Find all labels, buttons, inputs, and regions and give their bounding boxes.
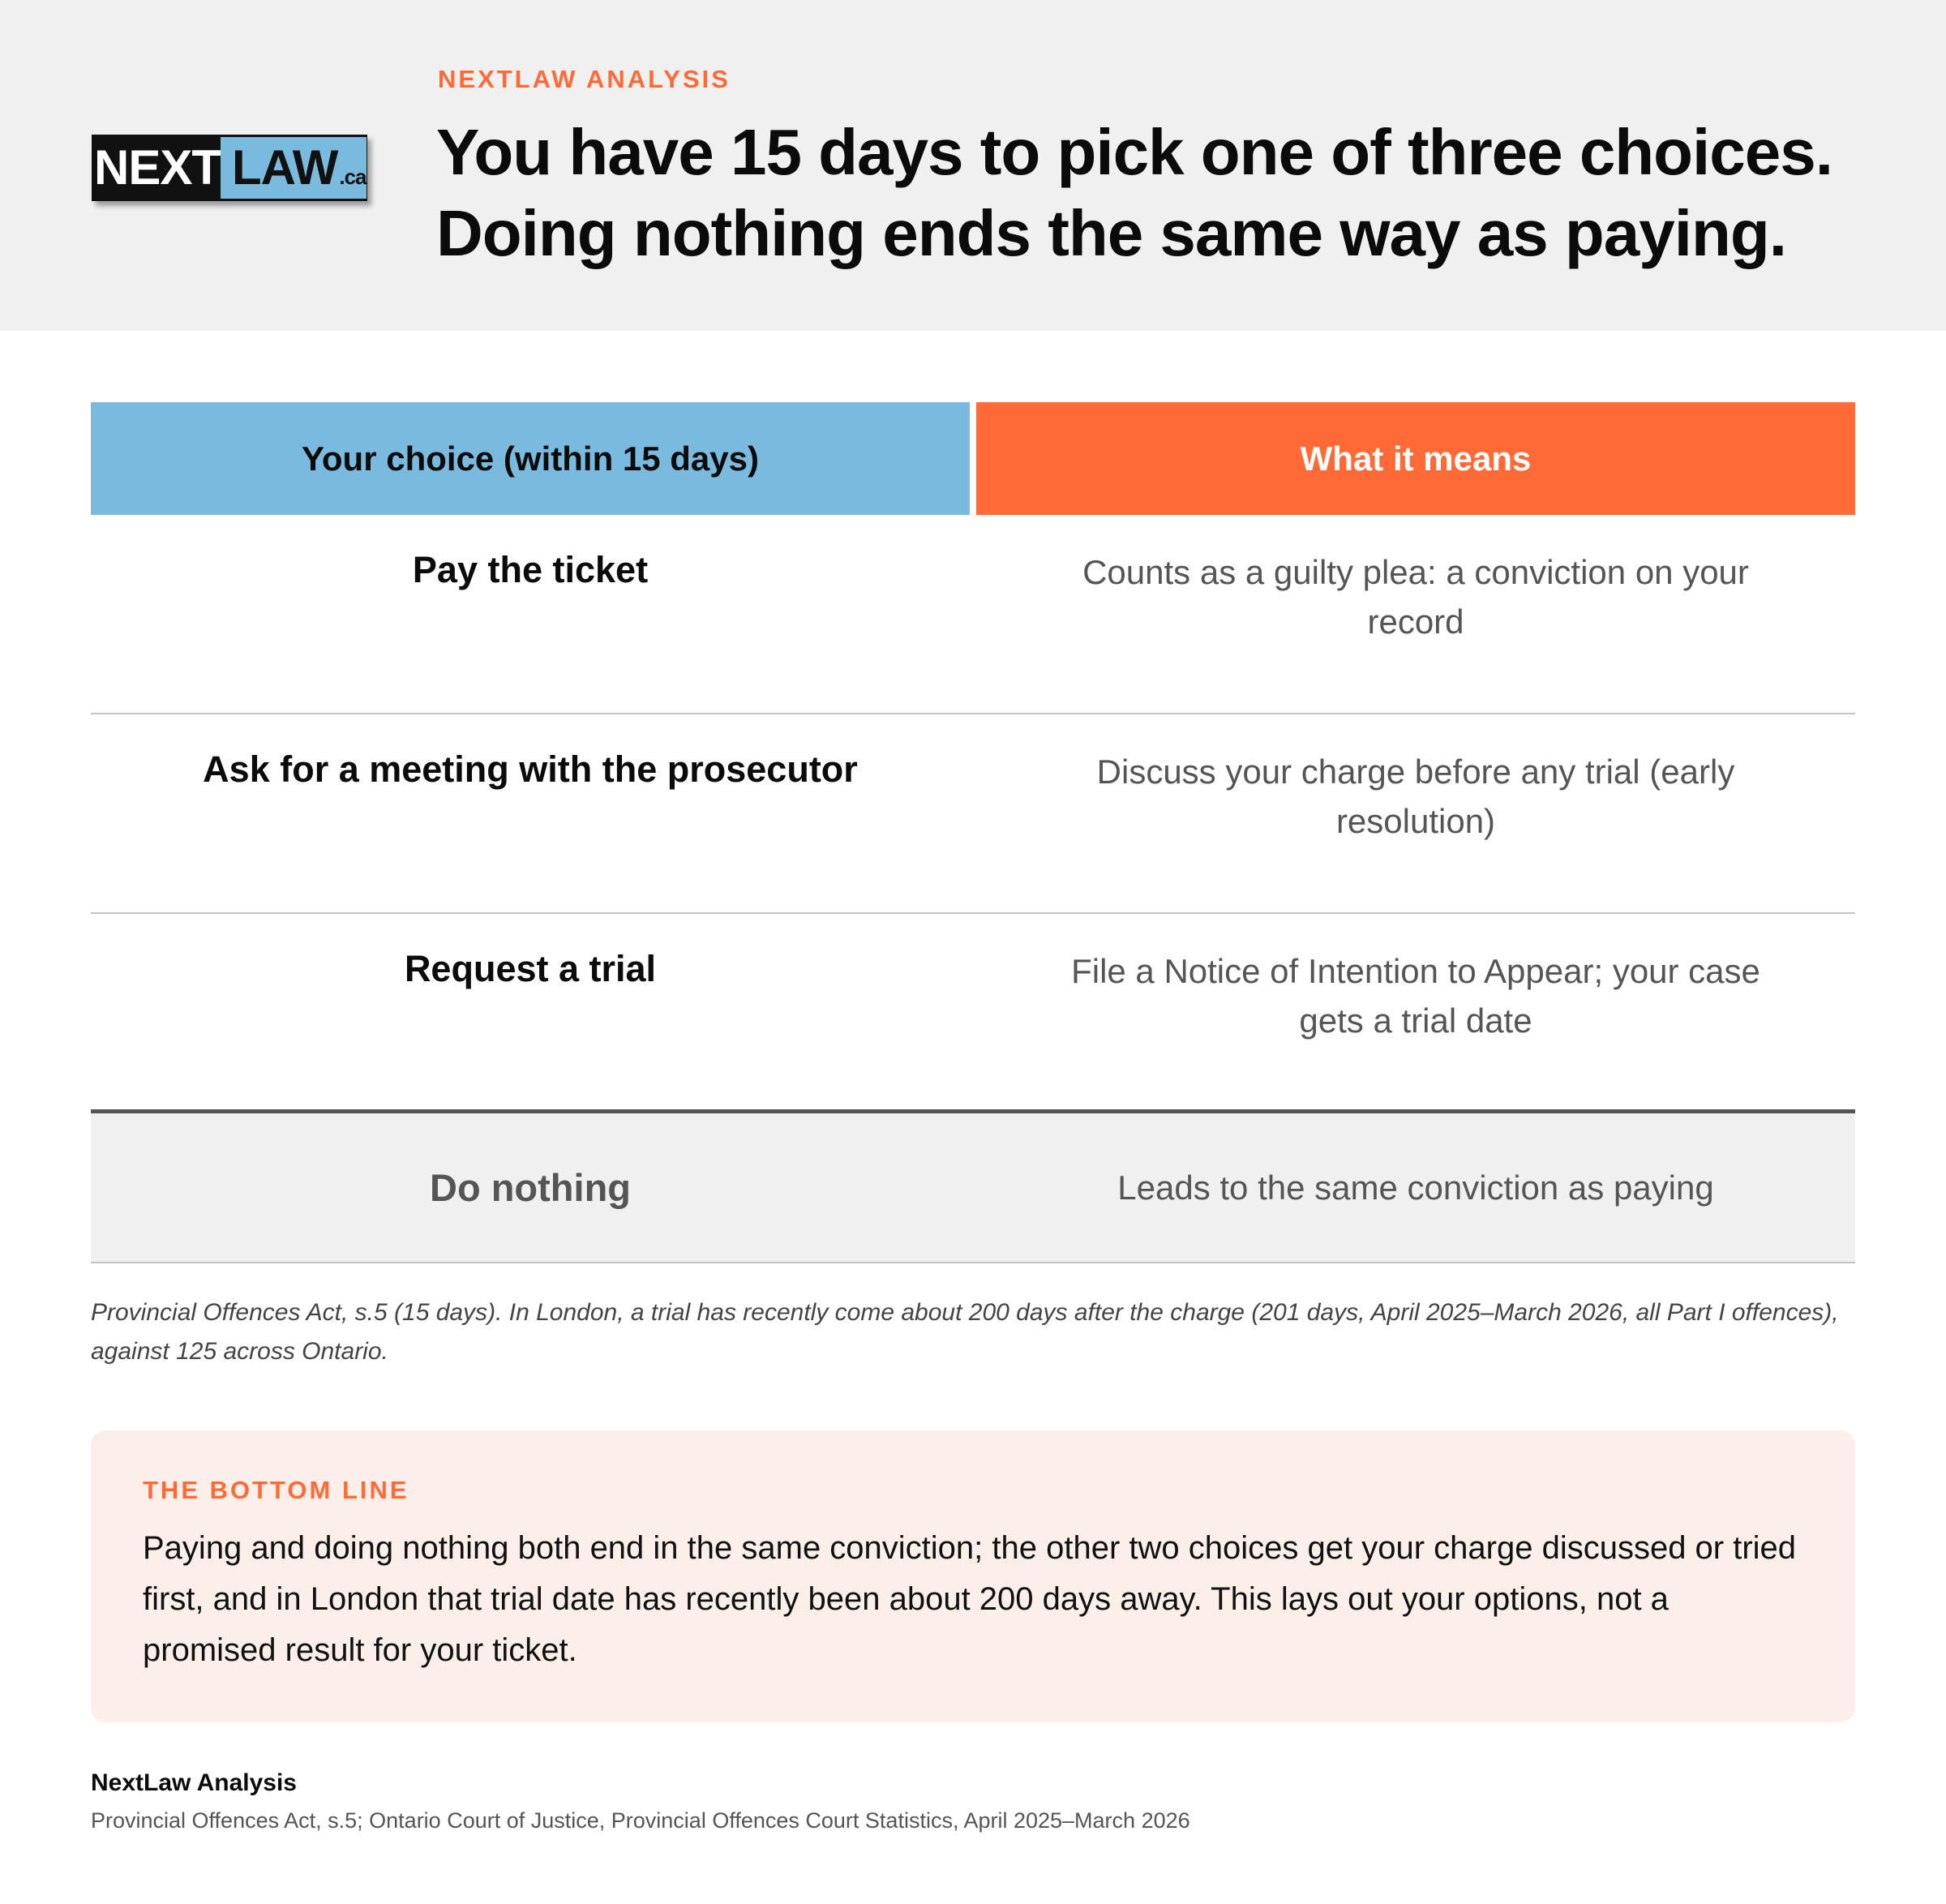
choice-cell: Request a trial xyxy=(404,948,657,989)
header-what-it-means: What it means xyxy=(976,402,1855,515)
header-band xyxy=(0,0,1946,331)
logo-next-text: NEXT xyxy=(94,137,221,199)
meaning-cell: Leads to the same conviction as paying xyxy=(1117,1169,1714,1207)
headline-line-1: You have 15 days to pick one of three choices. xyxy=(436,116,1832,188)
bottom-line-label: THE BOTTOM LINE xyxy=(143,1476,409,1504)
meaning-cell: Counts as a guilty plea: a conviction on your record xyxy=(1082,553,1749,641)
table-row-do-nothing xyxy=(91,1113,1855,1263)
bottom-line-callout xyxy=(91,1430,1855,1722)
headline-line-2: Doing nothing ends the same way as paying. xyxy=(436,197,1786,269)
logo-tld: .ca xyxy=(339,165,366,189)
meaning-cell: File a Notice of Intention to Appear; your case gets a trial date xyxy=(1071,952,1760,1040)
table-header xyxy=(91,402,1855,515)
logo-law-word: LAW xyxy=(232,140,338,195)
source-citation: Provincial Offences Act, s.5; Ontario Court of Justice, Provincial Offences Court Statistics, April 2025–March 2026 xyxy=(91,1808,1190,1833)
page-headline xyxy=(436,112,1896,274)
logo-law-text xyxy=(221,137,366,199)
choices-table xyxy=(91,402,1855,1263)
table-footnote: Provincial Offences Act, s.5 (15 days). In London, a trial has recently come about 200 days after the charge (201 days, April 2025–March 2026, all Part I offences), against 125 across Ontario. xyxy=(91,1299,1839,1365)
meaning-cell: Discuss your charge before any trial (early resolution) xyxy=(1096,753,1735,840)
choice-cell: Do nothing xyxy=(430,1166,631,1209)
source-title: NextLaw Analysis xyxy=(91,1769,297,1796)
eyebrow-label: NEXTLAW ANALYSIS xyxy=(438,65,731,93)
bottom-line-text: Paying and doing nothing both end in the same conviction; the other two choices get your charge discussed or tried first, and in London that trial date has recently been about 200 days away. This lays out your options, not a promised result for your ticket. xyxy=(143,1530,1797,1668)
header-your-choice: Your choice (within 15 days) xyxy=(91,402,970,515)
choice-cell: Ask for a meeting with the prosecutor xyxy=(203,748,858,790)
table-row xyxy=(91,714,1855,914)
choice-cell: Pay the ticket xyxy=(412,549,649,590)
table-row xyxy=(91,515,1855,714)
nextlaw-logo xyxy=(92,135,367,201)
table-row xyxy=(91,914,1855,1113)
